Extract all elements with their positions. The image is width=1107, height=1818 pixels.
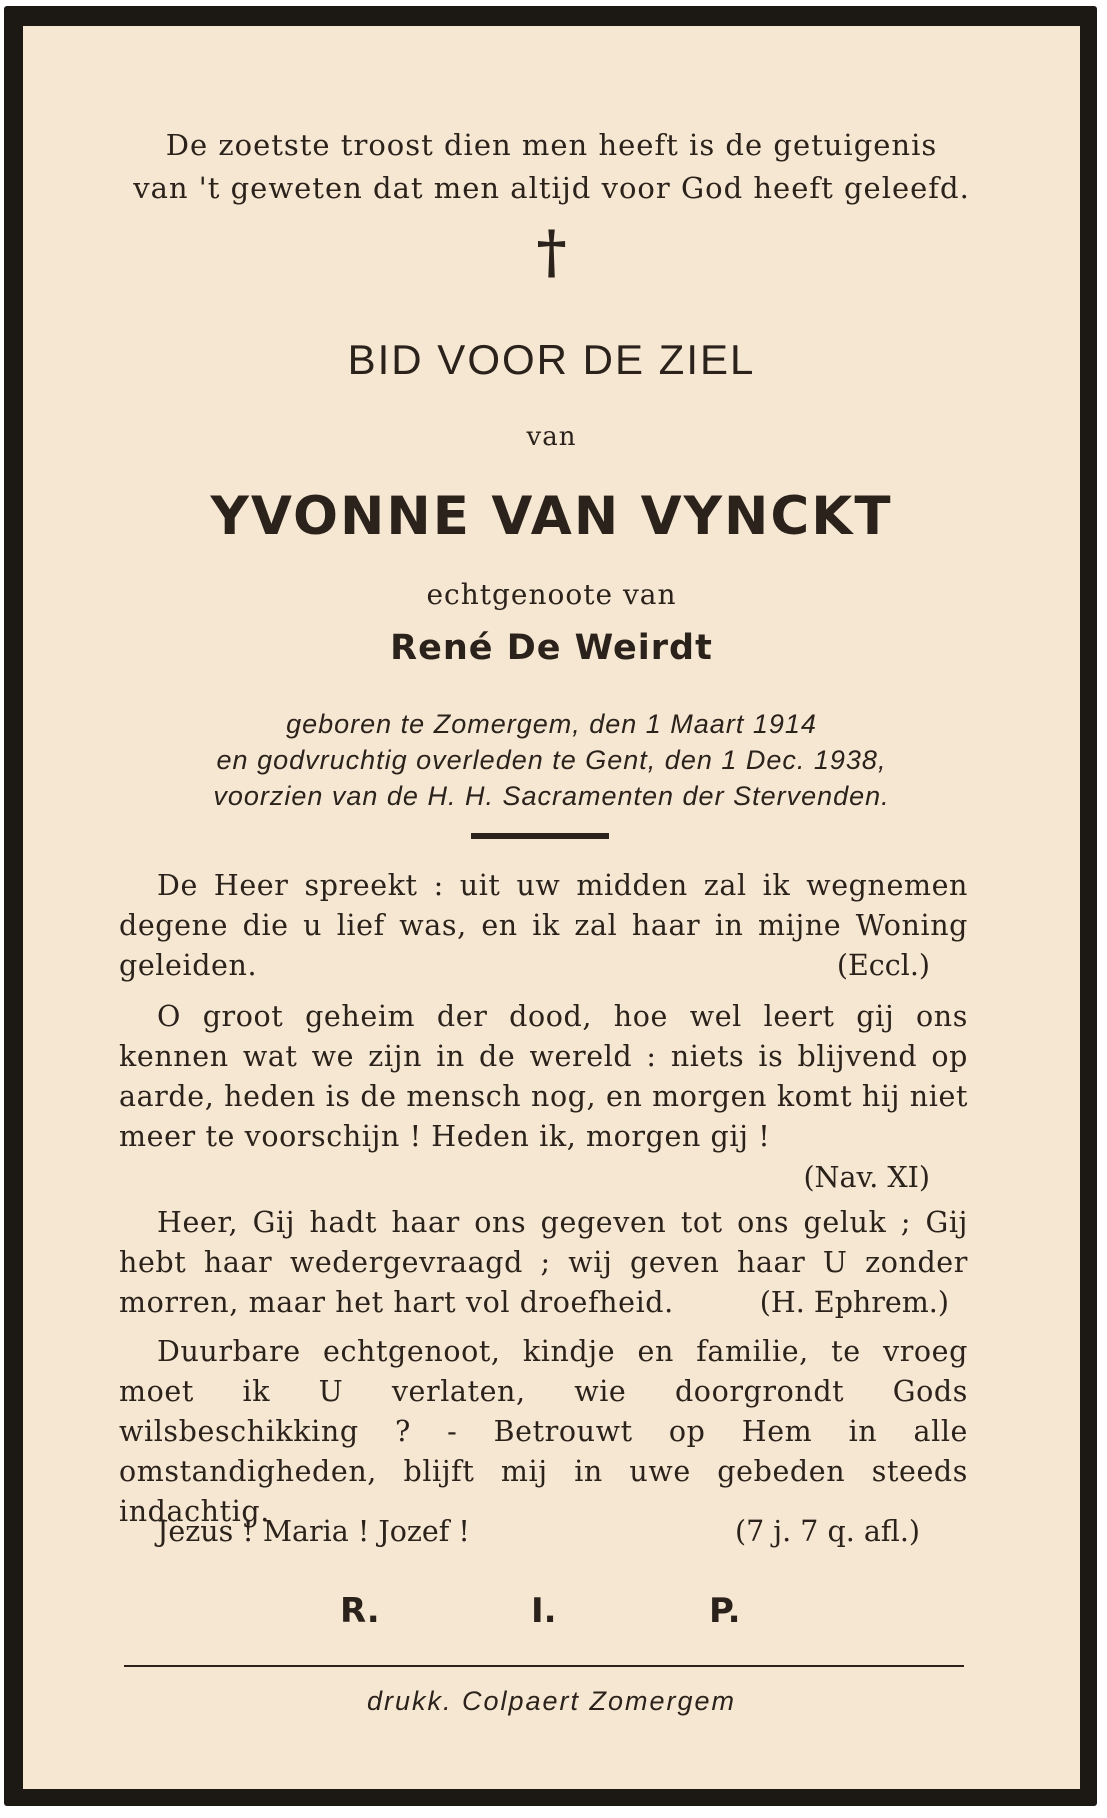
death-line: en godvruchtig overleden te Gent, den 1 Dec. 1938,: [216, 745, 887, 775]
opening-quote-line-2: van 't geweten dat men altijd voor God heeft geleefd.: [133, 171, 970, 205]
bottom-divider: [124, 1665, 964, 1667]
memorial-card-border: [4, 6, 1097, 1806]
printer-credit: drukk. Colpaert Zomergem: [366, 1686, 737, 1716]
sacraments-line: voorzien van de H. H. Sacramenten der Stervenden.: [213, 781, 890, 811]
memorial-card: [23, 26, 1080, 1789]
spouse-name: René De Weirdt: [390, 628, 713, 668]
relation-label: echtgenoote van: [426, 578, 677, 611]
deceased-name: YVONNE VAN VYNCKT: [210, 486, 893, 547]
rip-letter-i: I.: [531, 1591, 557, 1631]
source-nav: (Nav. XI): [803, 1161, 930, 1194]
opening-quote-line-1: De zoetste troost dien men heeft is de getuigenis: [165, 128, 938, 162]
source-ephrem: (H. Ephrem.): [759, 1286, 949, 1319]
life-dates: [23, 706, 1080, 814]
cross-icon: †: [536, 218, 567, 286]
rip-letter-r: R.: [340, 1591, 380, 1631]
prayer-paragraph-3: Heer, Gij hadt haar ons gegeven tot ons geluk ; Gij hebt haar wedergevraagd ; wij geven haar U zonder morren, maar het hart vol droefheid.: [119, 1206, 968, 1319]
van-label: van: [526, 422, 577, 452]
invocation: Jezus ! Maria ! Jozef !: [157, 1515, 470, 1548]
divider: [471, 833, 609, 839]
prayer-heading: BID VOOR DE ZIEL: [347, 336, 756, 383]
opening-quote: [23, 124, 1080, 210]
farewell-paragraph-4: Duurbare echtgenoot, kindje en familie, te vroeg moet ik U verlaten, wie doorgrondt Gods wilsbeschikking ? - Betrouwt op Hem in alle omstandigheden, blijft mij in uwe gebeden steeds indachtig.: [119, 1335, 968, 1528]
scripture-paragraph-1: De Heer spreekt : uit uw midden zal ik wegnemen degene die u lief was, en ik zal haar in mijne Woning geleiden.: [119, 869, 968, 982]
birth-line: geboren te Zomergem, den 1 Maart 1914: [286, 709, 817, 739]
scripture-paragraph-2: O groot geheim der dood, hoe wel leert gij ons kennen wat we zijn in de wereld : niets is blijvend op aarde, heden is de mensch nog, en morgen komt hij niet meer te voorschijn ! Heden ik, morgen gij !: [119, 1000, 968, 1153]
indulgence: (7 j. 7 q. afl.): [735, 1515, 920, 1548]
source-eccl: (Eccl.): [836, 949, 930, 982]
rip-letter-p: P.: [709, 1591, 741, 1631]
